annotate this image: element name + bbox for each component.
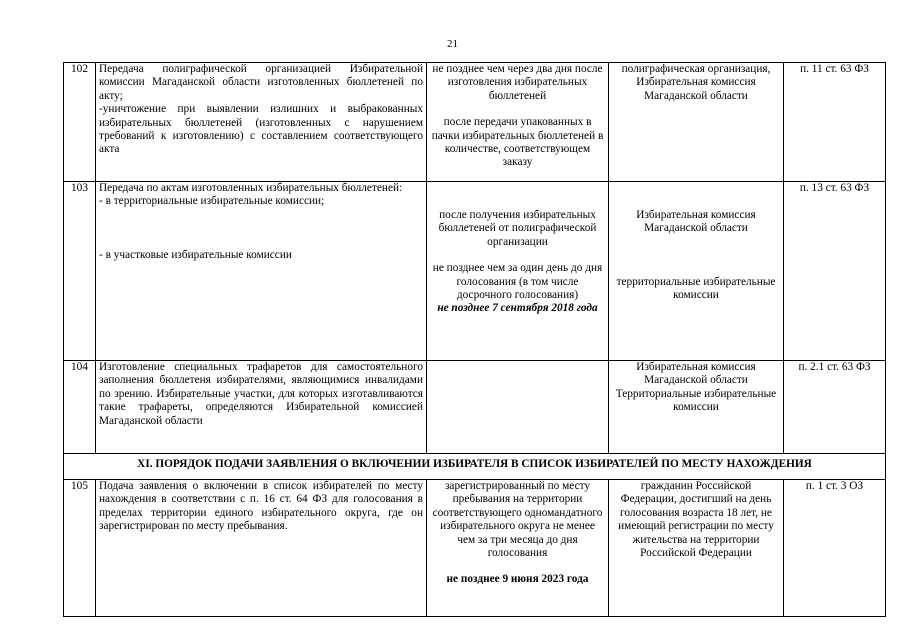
description-line: - в участковые избирательные комиссии — [99, 248, 292, 261]
row-responsible: Избирательная комиссия Магаданской области Территориальные избирательные комиссии — [609, 361, 784, 454]
schedule-table — [63, 62, 886, 617]
description-line: Передача по актам изготовленных избирательных бюллетеней: — [99, 182, 403, 194]
row-number: 103 — [64, 182, 96, 361]
table-row — [64, 361, 886, 454]
row-law-reference: п. 13 ст. 63 ФЗ — [784, 182, 886, 361]
row-number: 102 — [64, 63, 96, 182]
responsible-line: Избирательная комиссия Магаданской области — [636, 209, 756, 235]
section-header-row — [64, 454, 886, 480]
deadline-date: не позднее 9 июня 2023 года — [446, 573, 589, 586]
row-description: Изготовление специальных трафаретов для самостоятельного заполнения бюллетеня избирателями, являющимися инвалидами по зрению. Избирательные участки, для которых изготавливаются такие трафареты, определяются Избирательной комиссией Магаданской области — [96, 361, 427, 454]
page-number: 21 — [447, 38, 458, 50]
row-number: 105 — [64, 480, 96, 617]
deadline-line: не позднее чем за один день до дня голосования (в том числе досрочного голосования) — [432, 262, 603, 302]
row-deadline — [427, 182, 609, 361]
deadline-line: зарегистрированный по месту пребывания на территории соответствующего одномандатного избирательного округа не менее чем за три месяца до дня голосования — [432, 480, 603, 560]
row-law-reference: п. 11 ст. 63 ФЗ — [784, 63, 886, 182]
row-deadline — [427, 480, 609, 617]
row-law-reference: п. 1 ст. 3 ОЗ — [784, 480, 886, 617]
section-title: XI. ПОРЯДОК ПОДАЧИ ЗАЯВЛЕНИЯ О ВКЛЮЧЕНИИ ИЗБИРАТЕЛЯ В СПИСОК ИЗБИРАТЕЛЕЙ ПО МЕСТУ НАХОЖДЕНИЯ — [64, 454, 886, 480]
table-row — [64, 63, 886, 182]
row-responsible — [609, 182, 784, 361]
row-law-reference: п. 2.1 ст. 63 ФЗ — [784, 361, 886, 454]
row-number: 104 — [64, 361, 96, 454]
description-line: -уничтожение при выявлении излишних и выбракованных избирательных бюллетеней (изготовленных с нарушением требований к изготовлению) с составлением соответствующего акта — [99, 103, 423, 156]
deadline-line: после получения избирательных бюллетеней от полиграфической организации — [438, 209, 597, 248]
row-responsible: гражданин Российской Федерации, достигший на день голосования возраста 18 лет, не имеющий регистрации по месту жительства на территории Российской Федерации — [609, 480, 784, 617]
row-deadline — [427, 63, 609, 182]
row-description: Подача заявления о включении в список избирателей по месту нахождения в соответствии с п. 16 ст. 64 ФЗ для голосования в пределах территории единого избирательного округа, где он зарегистрирован по месту пребывания. — [96, 480, 427, 617]
row-description — [96, 63, 427, 182]
deadline-line: после передачи упакованных в пачки избирательных бюллетеней в количестве, соответствующем заказу — [431, 116, 604, 169]
deadline-line: не позднее чем через два дня после изготовления избирательных бюллетеней — [432, 63, 603, 102]
row-responsible: полиграфическая организация, Избирательная комиссия Магаданской области — [609, 63, 784, 182]
deadline-date: не позднее 7 сентября 2018 года — [437, 302, 598, 315]
table-row — [64, 480, 886, 617]
table-row — [64, 182, 886, 361]
responsible-line: территориальные избирательные комиссии — [616, 275, 776, 302]
description-line: Передача полиграфической организацией Избирательной комиссии Магаданской области изготовленных бюллетеней по акту; — [99, 63, 423, 102]
description-line: - в территориальные избирательные комиссии; — [99, 195, 325, 208]
row-description — [96, 182, 427, 361]
row-deadline — [427, 361, 609, 454]
